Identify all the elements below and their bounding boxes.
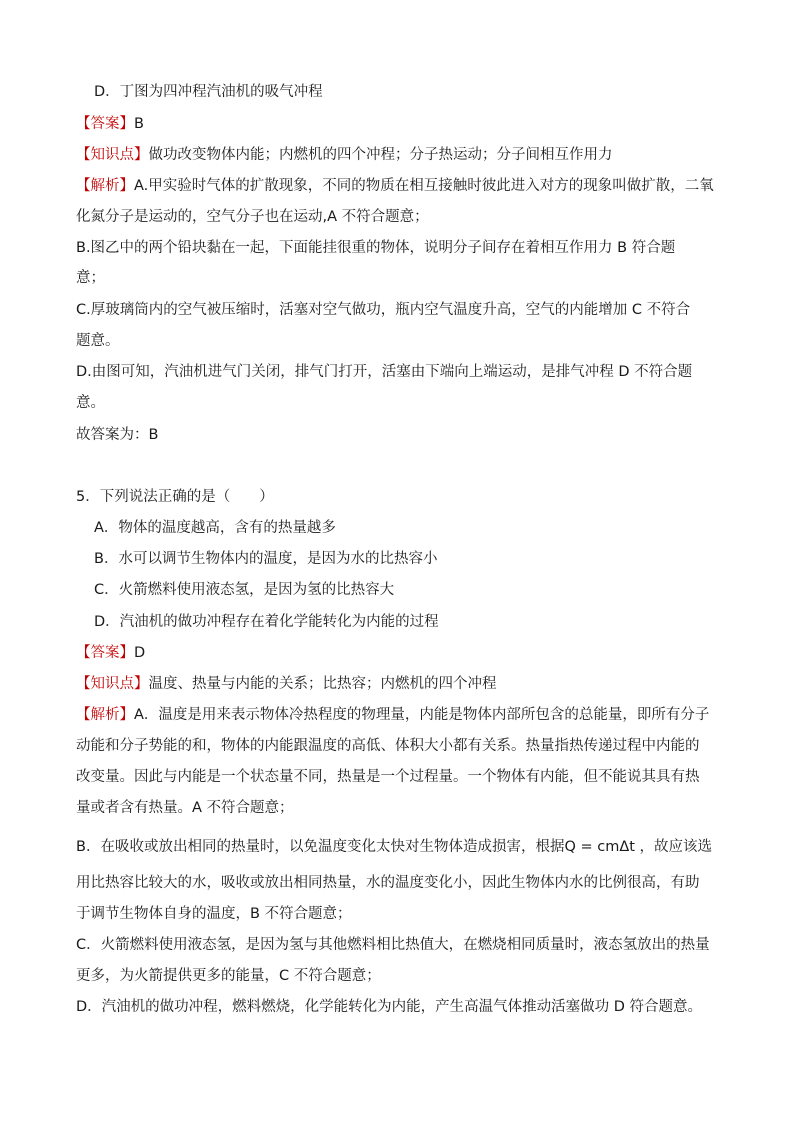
q5-stem: 5．下列说法正确的是（ ） — [76, 489, 274, 505]
q4-analysis-line: 意； — [76, 270, 105, 286]
q4-analysis-line: 题意。 — [76, 333, 120, 349]
q5-analysis-line: 动能和分子势能的和，物体的内能跟温度的高低、体积大小都有关系。热量指热传递过程中内能的 — [76, 738, 700, 754]
answer-value: D — [134, 645, 146, 661]
analysis-text: A．温度是用来表示物体冷热程度的物理量，内能是物体内部所包含的总能量，即所有分子 — [134, 707, 710, 723]
answer-tag: 【答案】 — [76, 116, 134, 132]
q5-option: A．物体的温度越高，含有的热量越多 — [94, 520, 336, 536]
knowledge-text: 温度、热量与内能的关系；比热容；内燃机的四个冲程 — [148, 676, 497, 692]
q5-analysis-line: D．汽油机的做功冲程，燃料燃烧，化学能转化为内能，产生高温气体推动活塞做功 D 符合题意。 — [76, 999, 703, 1015]
q5-analysis-line: 量或者含有热量。A 不符合题意； — [76, 800, 294, 816]
answer-tag: 【答案】 — [76, 645, 134, 661]
knowledge-text: 做功改变物体内能；内燃机的四个冲程；分子热运动；分子间相互作用力 — [148, 147, 613, 163]
q4-analysis-line: 化氮分子是运动的，空气分子也在运动,A 不符合题意； — [76, 209, 429, 225]
q5-answer — [76, 643, 145, 663]
q5-analysis-line: 用比热容比较大的水，吸收或放出相同热量，水的温度变化小，因此生物体内水的比例很高，有助 — [76, 875, 700, 891]
q5-analysis-line: C．火箭燃料使用液态氢，是因为氢与其他燃料相比热值大，在燃烧相同质量时，液态氢放出的热量 — [76, 937, 710, 953]
q4-analysis-line — [76, 176, 714, 196]
q4-analysis-line: 意。 — [76, 395, 105, 411]
q5-option: B．水可以调节生物体内的温度，是因为水的比热容小 — [94, 551, 438, 567]
q5-option: C．火箭燃料使用液态氢，是因为氢的比热容大 — [94, 582, 395, 598]
q5-analysis-line: 更多，为火箭提供更多的能量，C 不符合题意； — [76, 968, 381, 984]
q4-analysis-line: B.图乙中的两个铅块黏在一起，下面能挂很重的物体，说明分子间存在着相互作用力 B 符合题 — [76, 240, 676, 256]
q5-analysis-line — [76, 705, 709, 725]
q5-option: D．汽油机的做功冲程存在着化学能转化为内能的过程 — [94, 614, 439, 630]
q4-conclusion: 故答案为：B — [76, 427, 159, 443]
q4-option-d: D．丁图为四冲程汽油机的吸气冲程 — [94, 84, 323, 100]
q5-analysis-line: 改变量。因此与内能是一个状态量不同，热量是一个过程量。一个物体有内能，但不能说其具有热 — [76, 769, 700, 785]
q5-analysis-line: B．在吸收或放出相同的热量时，以免温度变化太快对生物体造成损害，根据Q = cmΔt ，故应该选 — [76, 839, 713, 855]
q4-answer — [76, 114, 144, 134]
knowledge-tag: 【知识点】 — [76, 147, 149, 163]
knowledge-tag: 【知识点】 — [76, 676, 149, 692]
analysis-tag: 【解析】 — [76, 178, 134, 194]
q4-knowledge — [76, 145, 613, 165]
q4-analysis-line: C.厚玻璃筒内的空气被压缩时，活塞对空气做功，瓶内空气温度升高，空气的内能增加 C 不符合 — [76, 302, 691, 318]
analysis-text: A.甲实验时气体的扩散现象，不同的物质在相互接触时彼此进入对方的现象叫做扩散，二氧 — [134, 178, 714, 194]
q5-knowledge — [76, 674, 497, 694]
analysis-tag: 【解析】 — [76, 707, 134, 723]
q4-analysis-line: D.由图可知，汽油机进气门关闭，排气门打开，活塞由下端向上端运动，是排气冲程 D 不符合题 — [76, 364, 693, 380]
q5-analysis-line: 于调节生物体自身的温度，B 不符合题意； — [76, 906, 352, 922]
answer-value: B — [134, 116, 144, 132]
